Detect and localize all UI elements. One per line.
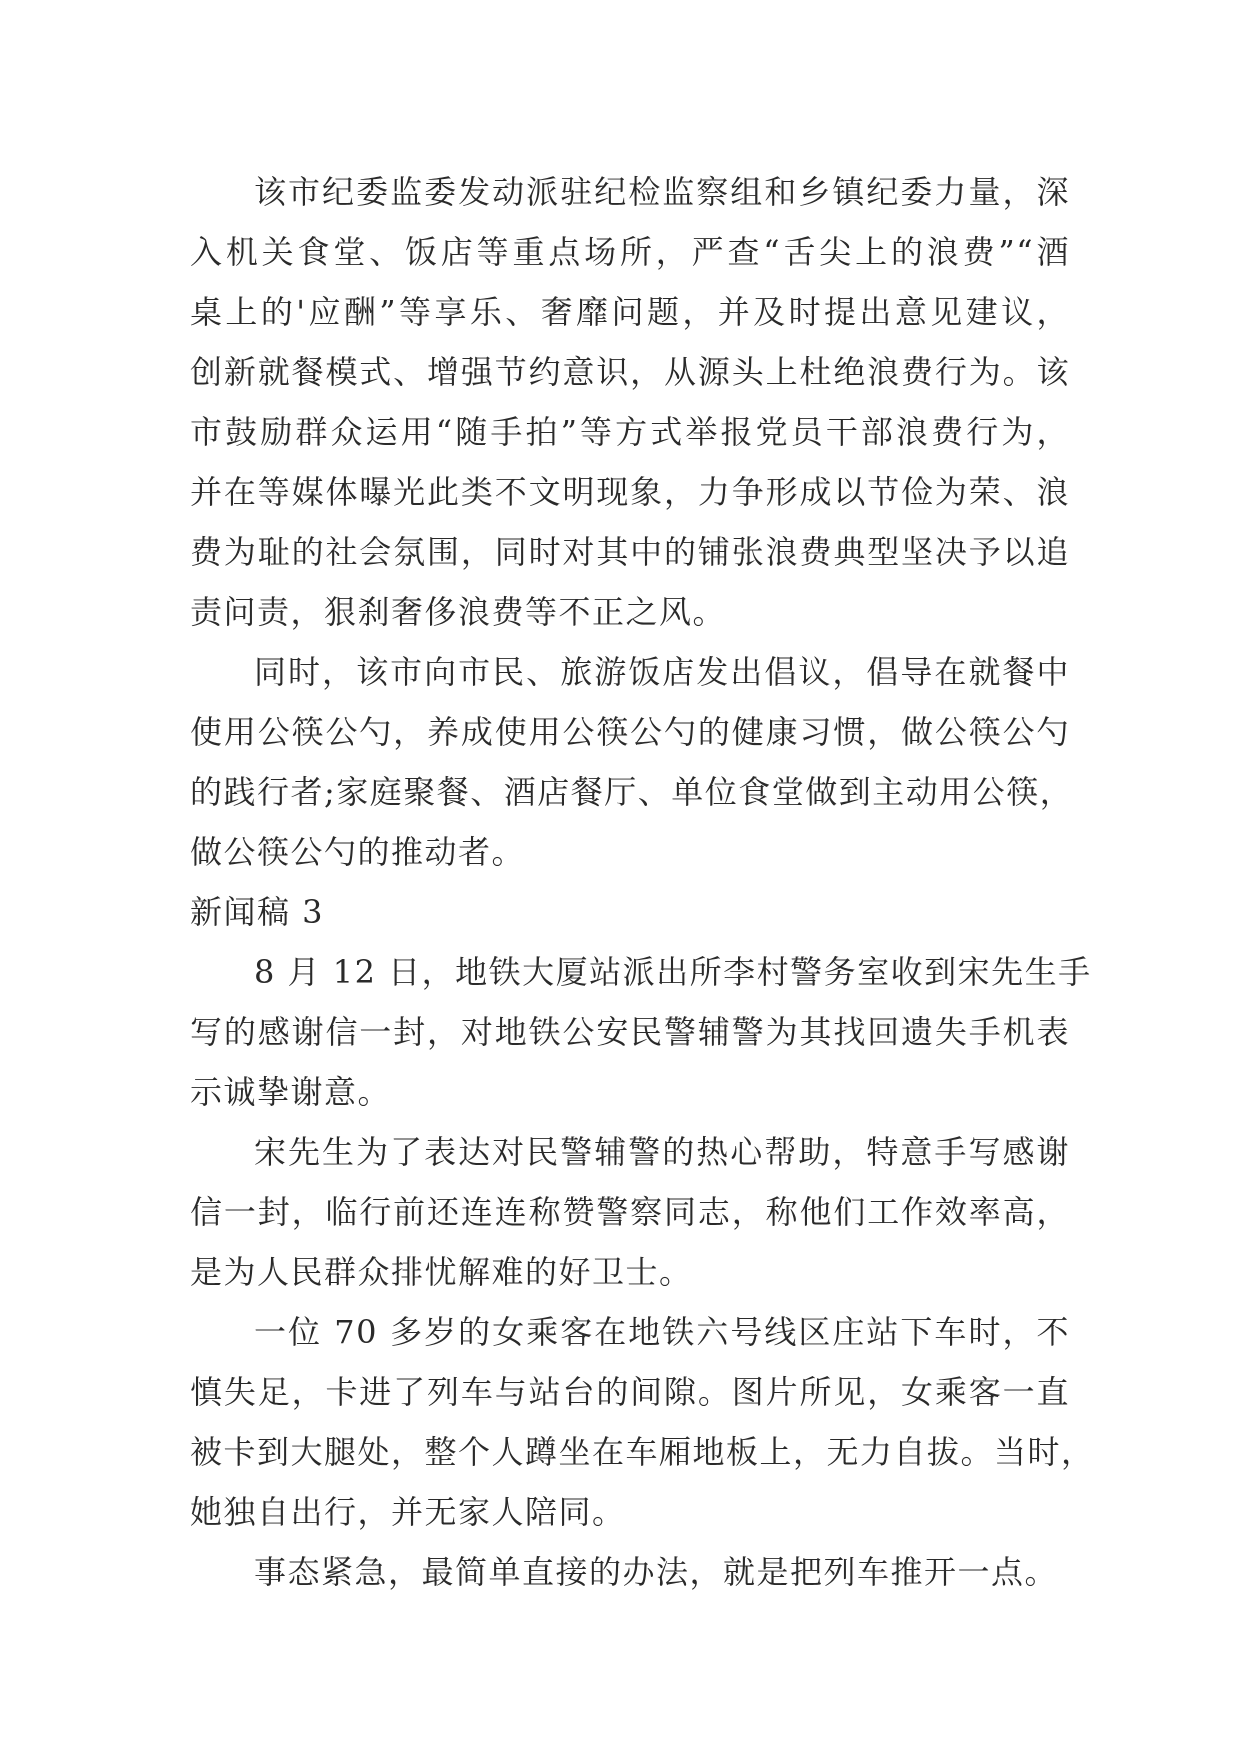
text-line: 同时，该市向市民、旅游饭店发出倡议，倡导在就餐中 [254, 653, 1070, 691]
text-line: 该市纪委监委发动派驻纪检监察组和乡镇纪委力量，深 [254, 173, 1070, 211]
paragraph-5 [190, 1302, 1095, 1542]
section-heading: 新闻稿 3 [190, 893, 325, 931]
paragraph-1 [190, 162, 1070, 642]
text-line: 的践行者;家庭聚餐、酒店餐厅、单位食堂做到主动用公筷， [190, 773, 1074, 811]
text-line: 写的感谢信一封，对地铁公安民警辅警为其找回遗失手机表 [190, 1013, 1070, 1051]
paragraph-6 [190, 1542, 1070, 1602]
text-line: 市鼓励群众运用“随手拍”等方式举报党员干部浪费行为， [190, 413, 1070, 451]
text-line: 被卡到大腿处，整个人蹲坐在车厢地板上，无力自拔。当时， [190, 1433, 1095, 1471]
text-line: 做公筷公勺的推动者。 [190, 833, 526, 871]
text-line: 创新就餐模式、增强节约意识，从源头上杜绝浪费行为。该 [190, 353, 1070, 391]
text-line: 并在等媒体曝光此类不文明现象，力争形成以节俭为荣、浪 [190, 473, 1070, 511]
paragraph-3 [190, 942, 1092, 1122]
text-line: 使用公筷公勺，养成使用公筷公勺的健康习惯，做公筷公勺 [190, 713, 1070, 751]
paragraph-4 [190, 1122, 1070, 1302]
text-line: 入机关食堂、饭店等重点场所，严查“舌尖上的浪费”“酒 [190, 233, 1070, 271]
text-line: 是为人民群众排忧解难的好卫士。 [190, 1253, 693, 1291]
text-line: 信一封，临行前还连连称赞警察同志，称他们工作效率高， [190, 1193, 1070, 1231]
text-line: 她独自出行，并无家人陪同。 [190, 1493, 626, 1531]
text-line: 宋先生为了表达对民警辅警的热心帮助，特意手写感谢 [254, 1133, 1070, 1171]
document-body [190, 162, 1095, 1602]
text-line: 一位 70 多岁的女乘客在地铁六号线区庄站下车时，不 [254, 1313, 1070, 1351]
text-line: 费为耻的社会氛围，同时对其中的铺张浪费典型坚决予以追 [190, 533, 1070, 571]
text-line: 事态紧急，最简单直接的办法，就是把列车推开一点。 [254, 1553, 1059, 1591]
text-line: 桌上的'应酬”等享乐、奢靡问题，并及时提出意见建议， [190, 293, 1070, 331]
text-line: 慎失足，卡进了列车与站台的间隙。图片所见，女乘客一直 [190, 1373, 1070, 1411]
text-line: 示诚挚谢意。 [190, 1073, 392, 1111]
text-line: 责问责，狠刹奢侈浪费等不正之风。 [190, 593, 727, 631]
paragraph-2 [190, 642, 1074, 882]
text-line: 8 月 12 日，地铁大厦站派出所李村警务室收到宋先生手 [254, 953, 1092, 991]
